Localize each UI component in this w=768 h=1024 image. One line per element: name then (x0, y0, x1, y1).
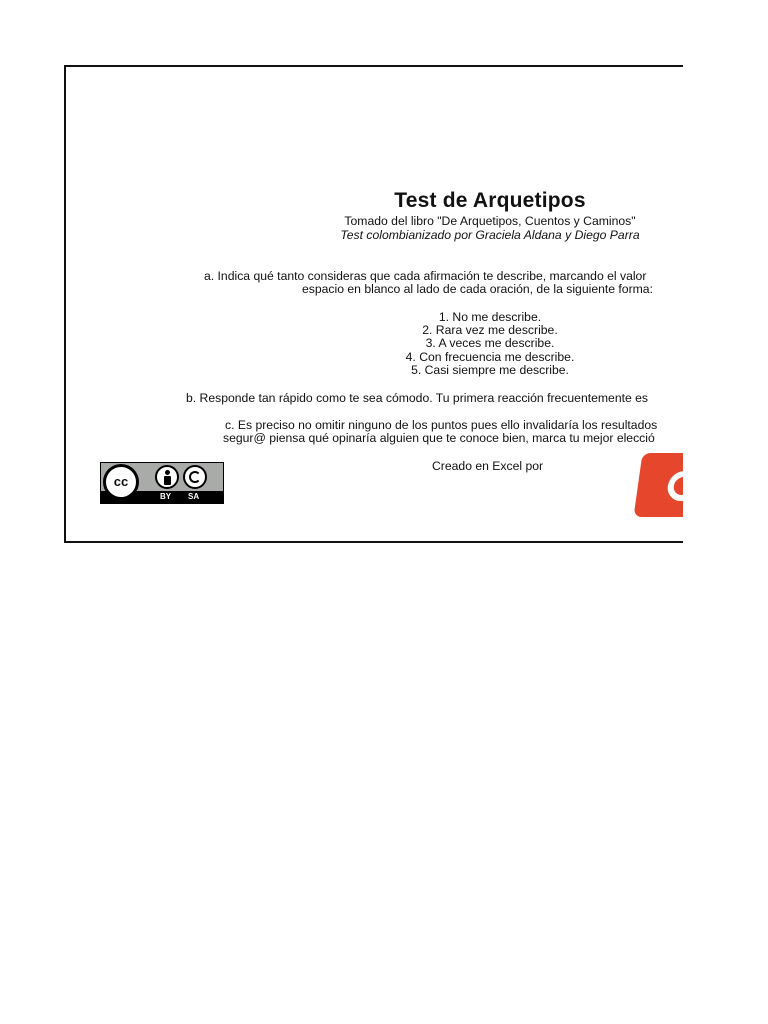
scale-item-2: 2. Rara vez me describe. (422, 323, 558, 337)
instruction-a-line1: a. Indica qué tanto consideras que cada afirmación te describe, marcando el valor (204, 269, 647, 283)
share-alike-icon (183, 465, 207, 489)
page-title: Test de Arquetipos (394, 189, 586, 212)
badge-label-by: BY (160, 492, 172, 501)
instruction-c-line2: segur@ piensa qué opinaría alguien que te conoce bien, marca tu mejor elecció (223, 431, 655, 445)
credit-line: Test colombianizado por Graciela Aldana y Diego Parra (340, 228, 640, 242)
attribution-icon (155, 465, 179, 489)
scale-item-5: 5. Casi siempre me describe. (411, 363, 569, 377)
created-by-text: Creado en Excel por (432, 459, 544, 473)
instruction-b: b. Responde tan rápido como te sea cómodo. Tu primera reacción frecuentemente es (186, 391, 649, 405)
cc-icon: cc (103, 464, 139, 500)
scale-item-3: 3. A veces me describe. (425, 336, 555, 350)
spreadsheet-page (64, 65, 683, 543)
badge-label-sa: SA (188, 492, 200, 501)
instruction-a-line2: espacio en blanco al lado de cada oración, de la siguiente forma: (302, 282, 653, 296)
scale-item-1: 1. No me describe. (438, 310, 542, 324)
scale-item-4: 4. Con frecuencia me describe. (405, 350, 575, 364)
subtitle: Tomado del libro "De Arquetipos, Cuentos y Caminos" (344, 214, 636, 228)
instruction-c-line1: c. Es preciso no omitir ninguno de los puntos pues ello invalidaría los resultados (225, 418, 658, 432)
creative-commons-license-badge[interactable] (100, 462, 224, 504)
brand-logo-icon[interactable] (634, 453, 683, 517)
